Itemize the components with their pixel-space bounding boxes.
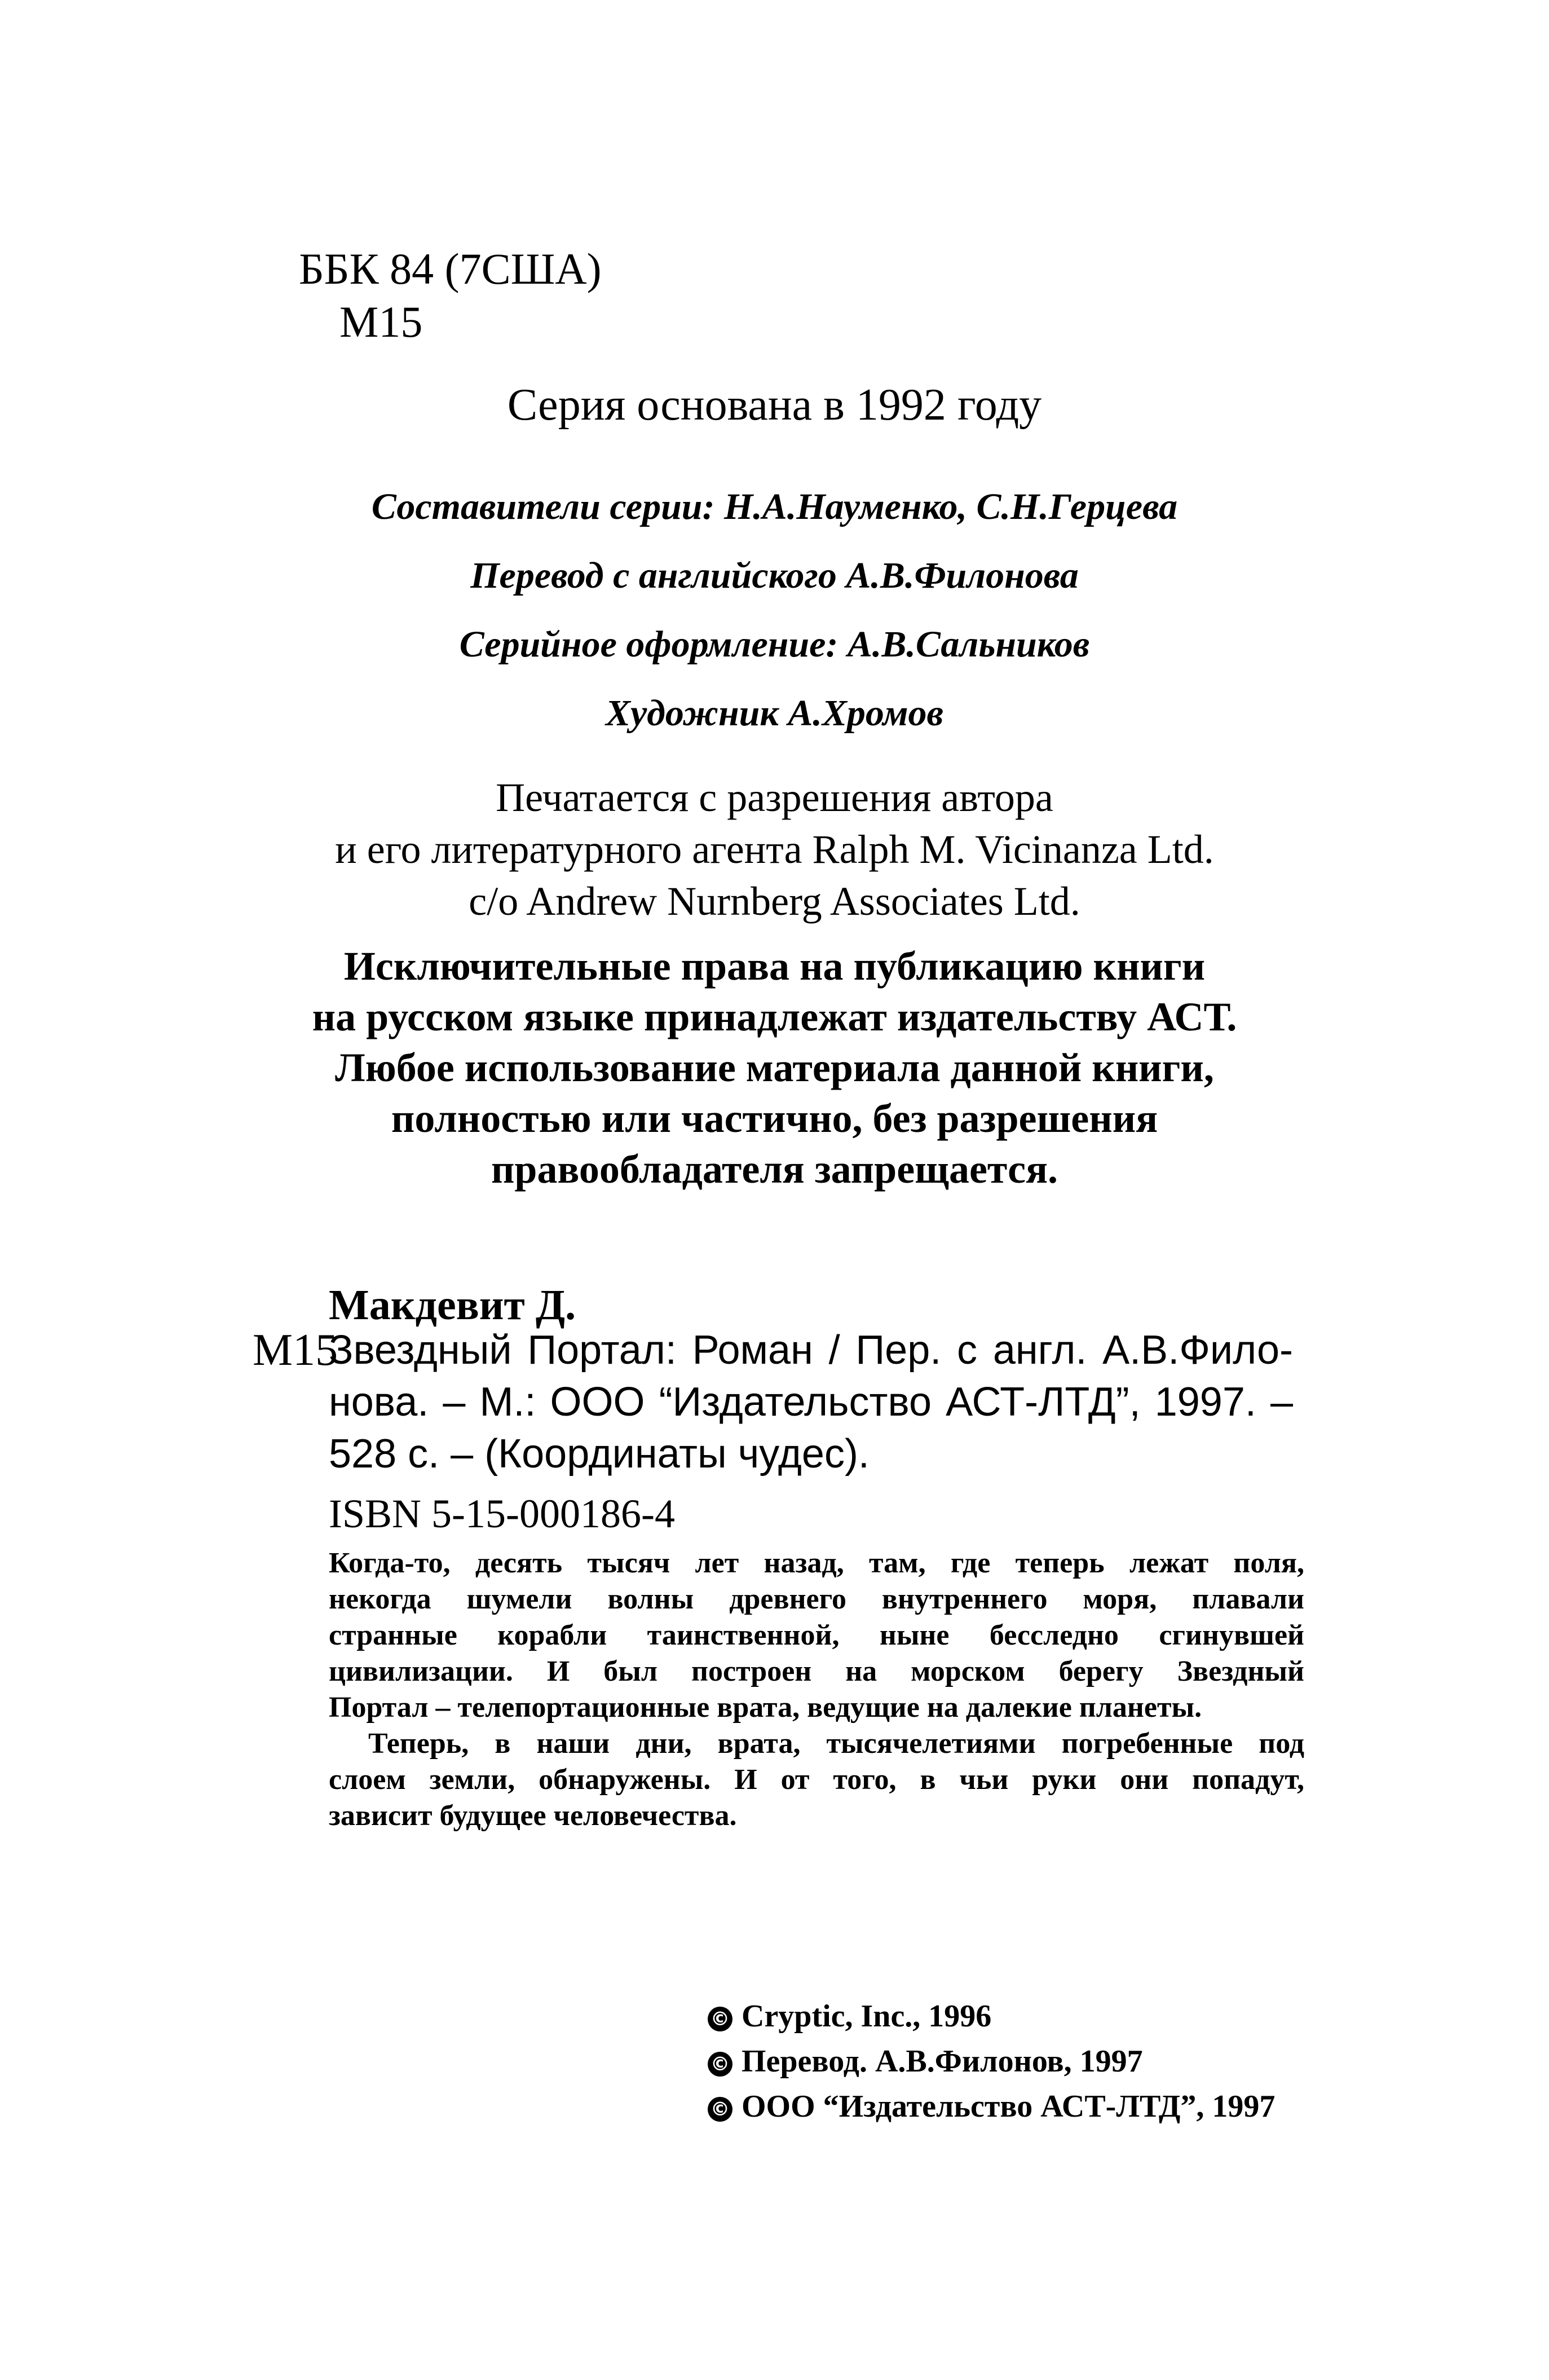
catalog-author: Макдевит Д. [329,1281,576,1329]
bbk-code: ББК 84 (7США) [299,244,602,293]
rights-line: полностью или частично, без разрешения [391,1096,1158,1141]
abstract-block [329,1545,1304,1834]
copyright-icon: © [708,2007,732,2031]
abstract-line: цивилизации. И был построен на морском берегу Звездный [329,1655,1304,1687]
abstract-line: некогда шумели волны древнего внутреннего моря, плавали [329,1583,1304,1615]
abstract-line: слоем земли, обнаружены. И от того, в чьи руки они попадут, [329,1764,1304,1796]
abstract-line: Когда-то, десять тысяч лет назад, там, где теперь лежат поля, [329,1547,1304,1579]
series-founded: Серия основана в 1992 году [507,380,1042,430]
copyright-text: Перевод. А.В.Филонов, 1997 [742,2044,1143,2079]
catalog-description-line: Звездный Портал: Роман / Пер. с англ. А.В.Фило- [329,1328,1293,1373]
rights-line: Исключительные права на публикацию книги [343,944,1206,989]
credit-compilers: Составители серии: Н.А.Науменко, С.Н.Герцева [371,486,1178,527]
abstract-line: Портал – телепортационные врата, ведущие на далекие планеты. [329,1691,1202,1724]
copyright-line [708,2084,1275,2129]
permission-block [0,772,1549,927]
catalog-description-line: нова. – М.: ООО “Издательство АСТ-ЛТД”, 1997. – [329,1379,1293,1425]
rights-line: правообладателя запрещается. [491,1147,1058,1192]
copyright-block [708,1994,1275,2129]
copyright-text: ООО “Издательство АСТ-ЛТД”, 1997 [742,2089,1276,2124]
bbk-block [299,243,602,349]
copyright-icon: © [708,2052,732,2077]
permission-line: c/o Andrew Nurnberg Associates Ltd. [469,879,1080,924]
rights-line: Любое использование материала данной книги, [335,1045,1214,1090]
rights-line: на русском языке принадлежат издательству АСТ. [312,994,1237,1039]
copyright-icon: © [708,2097,732,2122]
abstract-line: зависит будущее человечества. [329,1800,737,1832]
copyright-line [708,2039,1275,2084]
credit-translation: Перевод с английского А.В.Филонова [470,555,1079,596]
permission-line: Печатается с разрешения автора [496,775,1053,820]
abstract-line: странные корабли таинственной, ныне бесследно сгинувшей [329,1619,1304,1651]
credits-block [0,473,1549,748]
catalog-description [329,1324,1293,1480]
credit-artist: Художник А.Хромов [605,693,944,734]
bbk-index: М15 [339,297,423,346]
permission-line: и его литературного агента Ralph M. Vicinanza Ltd. [335,827,1214,872]
isbn: ISBN 5-15-000186-4 [329,1491,675,1536]
catalog-index: М15 [253,1325,338,1375]
copyright-line [708,1994,1275,2039]
catalog-description-line: 528 с. – (Координаты чудес). [329,1431,870,1477]
rights-block [0,941,1549,1195]
abstract-line: Теперь, в наши дни, врата, тысячелетиями погребенные под [368,1727,1304,1760]
credit-design: Серийное оформление: А.В.Сальников [459,624,1090,665]
copyright-text: Cryptic, Inc., 1996 [742,1999,992,2034]
